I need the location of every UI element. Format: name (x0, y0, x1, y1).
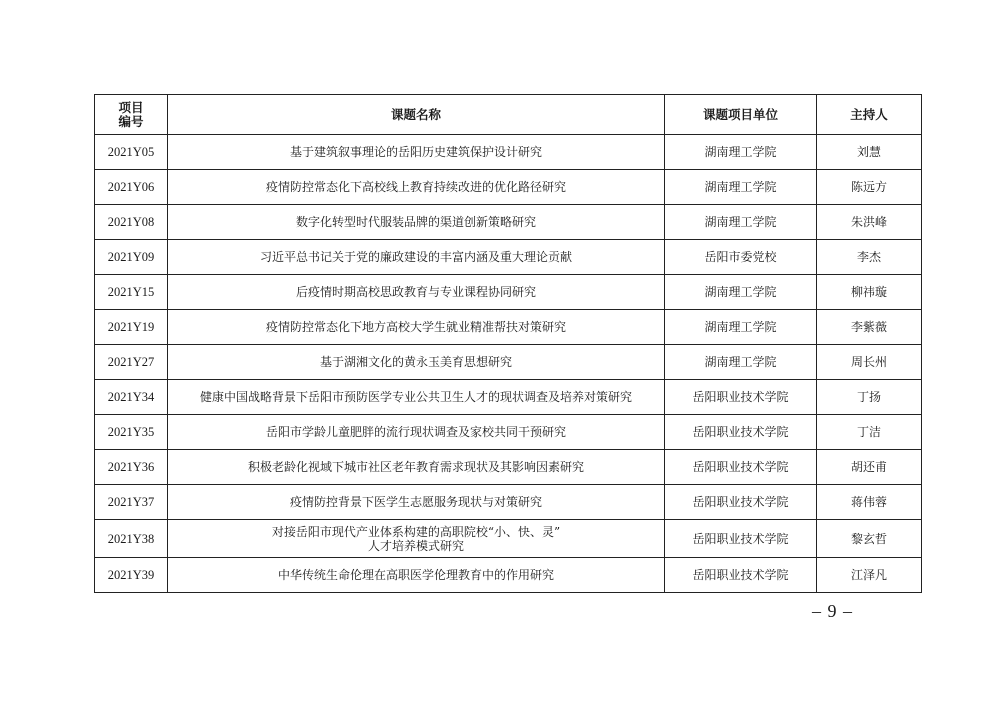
table-row (95, 170, 922, 205)
project-unit-cell: 湖南理工学院 (665, 135, 817, 170)
project-title-line: 中华传统生命伦理在高职医学伦理教育中的作用研究 (277, 568, 554, 582)
project-host-cell: 李杰 (817, 240, 922, 275)
page-number: – 9 – (812, 601, 853, 621)
project-title-line: 人才培养模式研究 (367, 538, 464, 553)
project-title-cell (168, 415, 665, 450)
project-unit-cell: 湖南理工学院 (665, 205, 817, 240)
project-code-cell: 2021Y08 (95, 205, 168, 240)
header-code-line2: 编号 (118, 113, 144, 129)
project-title-cell (168, 345, 665, 380)
project-title-line: 数字化转型时代服装品牌的渠道创新策略研究 (295, 215, 536, 229)
project-unit-cell: 湖南理工学院 (665, 345, 817, 380)
project-host-cell: 陈远方 (817, 170, 922, 205)
project-host-cell: 周长州 (817, 345, 922, 380)
project-host-cell: 江泽凡 (817, 558, 922, 593)
header-project-code (95, 95, 168, 135)
project-code-cell: 2021Y15 (95, 275, 168, 310)
project-title-line: 疫情防控背景下医学生志愿服务现状与对策研究 (289, 495, 542, 509)
project-title-cell (168, 485, 665, 520)
project-title-cell (168, 558, 665, 593)
header-code-line1: 项目 (118, 99, 144, 115)
project-title-cell (168, 275, 665, 310)
project-title-line: 积极老龄化视域下城市社区老年教育需求现状及其影响因素研究 (247, 460, 584, 474)
project-host-cell: 朱洪峰 (817, 205, 922, 240)
project-title-cell (168, 310, 665, 345)
project-code-cell: 2021Y27 (95, 345, 168, 380)
project-host-cell: 李紫薇 (817, 310, 922, 345)
project-title-line: 后疫情时期高校思政教育与专业课程协同研究 (295, 285, 536, 299)
project-title-cell (168, 380, 665, 415)
project-table (94, 94, 922, 593)
project-title-cell (168, 135, 665, 170)
project-host-cell: 胡还甫 (817, 450, 922, 485)
project-unit-cell: 湖南理工学院 (665, 310, 817, 345)
project-code-cell: 2021Y05 (95, 135, 168, 170)
table-row (95, 485, 922, 520)
project-host-cell: 丁洁 (817, 415, 922, 450)
project-title-line: 疫情防控常态化下高校线上教育持续改进的优化路径研究 (265, 180, 566, 194)
project-code-cell: 2021Y34 (95, 380, 168, 415)
header-project-host: 主持人 (817, 95, 922, 135)
project-code-cell: 2021Y35 (95, 415, 168, 450)
project-title-cell (168, 450, 665, 485)
project-code-cell: 2021Y06 (95, 170, 168, 205)
project-title-line: 对接岳阳市现代产业体系构建的高职院校“小、快、灵” (271, 524, 561, 539)
project-code-cell: 2021Y38 (95, 520, 168, 558)
project-title-line: 健康中国战略背景下岳阳市预防医学专业公共卫生人才的现状调查及培养对策研究 (199, 390, 632, 404)
project-unit-cell: 岳阳职业技术学院 (665, 380, 817, 415)
table-body (95, 135, 922, 593)
table-row (95, 345, 922, 380)
project-title-line: 基于湖湘文化的黄永玉美育思想研究 (319, 355, 512, 369)
project-code-cell: 2021Y39 (95, 558, 168, 593)
table-row (95, 520, 922, 558)
project-code-cell: 2021Y37 (95, 485, 168, 520)
project-title-cell (168, 520, 665, 558)
project-host-cell: 丁扬 (817, 380, 922, 415)
project-unit-cell: 岳阳职业技术学院 (665, 450, 817, 485)
project-code-cell: 2021Y36 (95, 450, 168, 485)
project-title-line: 习近平总书记关于党的廉政建设的丰富内涵及重大理论贡献 (259, 250, 572, 264)
table-row (95, 275, 922, 310)
table-row (95, 135, 922, 170)
table-row (95, 310, 922, 345)
table-row (95, 450, 922, 485)
project-unit-cell: 岳阳职业技术学院 (665, 415, 817, 450)
table-row (95, 380, 922, 415)
project-unit-cell: 岳阳职业技术学院 (665, 520, 817, 558)
project-title-cell (168, 205, 665, 240)
table-row (95, 415, 922, 450)
project-title-line: 岳阳市学龄儿童肥胖的流行现状调查及家校共同干预研究 (265, 425, 566, 439)
table-row (95, 240, 922, 275)
table-row (95, 558, 922, 593)
project-title-cell (168, 240, 665, 275)
project-unit-cell: 岳阳市委党校 (665, 240, 817, 275)
project-unit-cell: 湖南理工学院 (665, 170, 817, 205)
project-code-cell: 2021Y09 (95, 240, 168, 275)
project-host-cell: 刘慧 (817, 135, 922, 170)
project-title-line: 基于建筑叙事理论的岳阳历史建筑保护设计研究 (289, 145, 542, 159)
project-code-cell: 2021Y19 (95, 310, 168, 345)
table-header-row (95, 95, 922, 135)
project-title-cell (168, 170, 665, 205)
project-host-cell: 黎玄哲 (817, 520, 922, 558)
header-project-unit: 课题项目单位 (665, 95, 817, 135)
project-title-line: 疫情防控常态化下地方高校大学生就业精准帮扶对策研究 (265, 320, 566, 334)
header-project-title: 课题名称 (168, 95, 665, 135)
project-unit-cell: 湖南理工学院 (665, 275, 817, 310)
project-host-cell: 柳祎璇 (817, 275, 922, 310)
table-row (95, 205, 922, 240)
project-unit-cell: 岳阳职业技术学院 (665, 485, 817, 520)
project-unit-cell: 岳阳职业技术学院 (665, 558, 817, 593)
project-host-cell: 蒋伟蓉 (817, 485, 922, 520)
